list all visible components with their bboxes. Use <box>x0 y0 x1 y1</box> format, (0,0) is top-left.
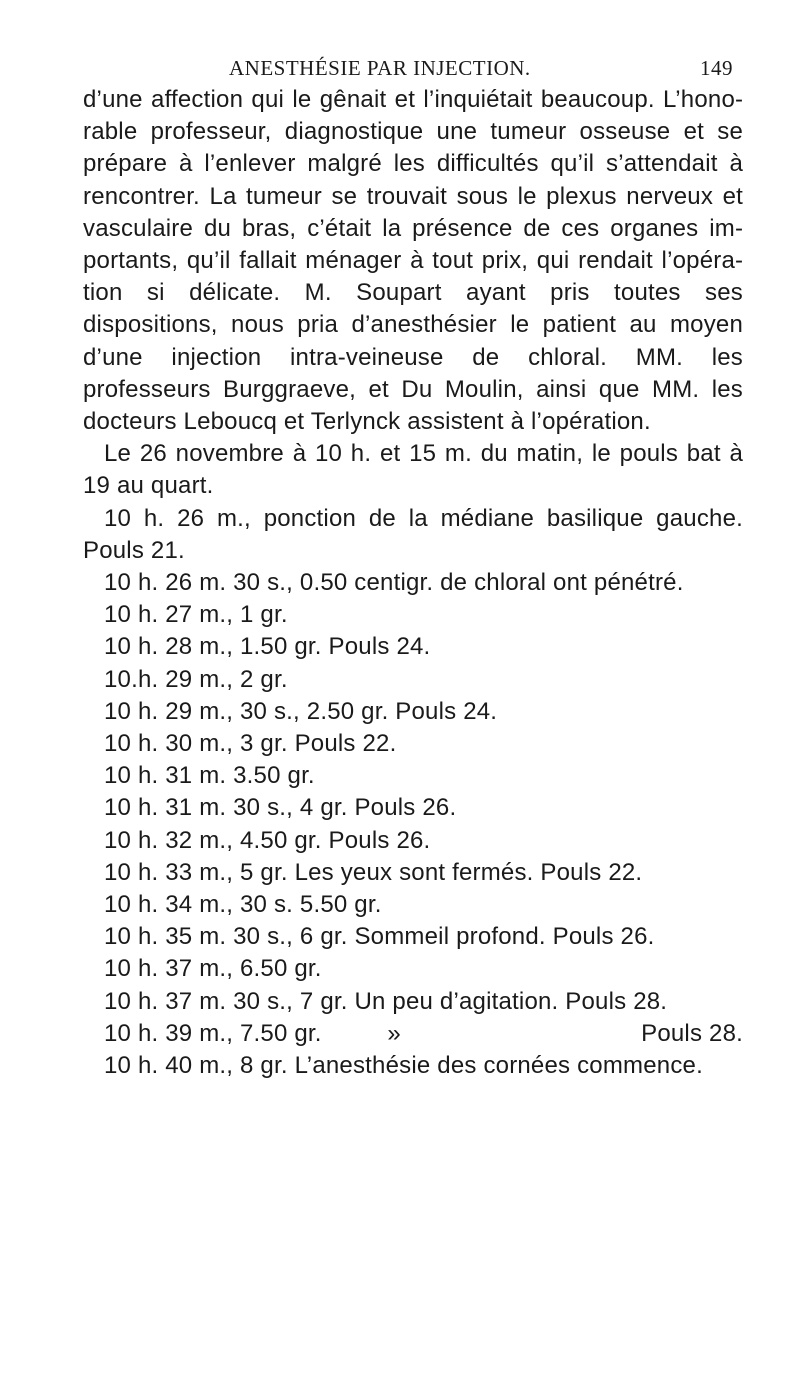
log-entry-split <box>104 1018 743 1050</box>
log-entry: 10 h. 37 m. 30 s., 7 gr. Un peu d’agitation. Pouls 28. <box>104 987 668 1015</box>
body-text <box>83 84 743 1082</box>
running-title: ANESTHÉSIE PAR INJECTION. <box>229 56 531 80</box>
log-entry-last: 10 h. 40 m., 8 gr. L’anesthésie des cornées commence. <box>104 1052 703 1080</box>
injection-log <box>83 567 743 1082</box>
log-entry: 10 h. 33 m., 5 gr. Les yeux sont fermés. Pouls 22. <box>104 858 643 886</box>
paragraph-case-intro: d’une affection qui le gênait et l’inquiétait beaucoup. L’honorable professeur, diagnostique une tumeur osseuse et se prépare à l’enlever malgré les difficultés qu’il s’attendait à rencontrer. La tumeur se trouvait sous le plexus nerveux et vasculaire du bras, c’était la présence de ces organes importants, qu’il fallait ménager à tout prix, qui rendait l’opération si délicate. M. Soupart ayant pris toutes ses dispositions, nous pria d’anesthésier le patient au moyen d’une injection intra-veineuse de chloral. MM. les professeurs Burggraeve, et Du Moulin, ainsi que MM. les docteurs Leboucq et Terlynck assistent à l’opération. <box>83 86 743 436</box>
log-entry: 10 h. 29 m., 30 s., 2.50 gr. Pouls 24. <box>104 697 498 725</box>
page-number: 149 <box>700 56 733 80</box>
log-entry: 10 h. 37 m., 6.50 gr. <box>104 955 322 983</box>
log-entry: 10 h. 31 m. 3.50 gr. <box>104 762 315 790</box>
paragraph-pulse-start: Le 26 novembre à 10 h. et 15 m. du matin, le pouls bat à 19 au quart. <box>83 440 743 500</box>
log-entry: 10 h. 34 m., 30 s. 5.50 gr. <box>104 891 382 919</box>
log-entry: 10 h. 31 m. 30 s., 4 gr. Pouls 26. <box>104 794 457 822</box>
ditto-mark: » <box>387 1019 401 1047</box>
log-entry: 10 h. 32 m., 4.50 gr. Pouls 26. <box>104 826 431 854</box>
log-entry: 10.h. 29 m., 2 gr. <box>104 665 288 693</box>
log-entry: 10 h. 35 m. 30 s., 6 gr. Sommeil profond. Pouls 26. <box>104 923 655 951</box>
paragraph-puncture: 10 h. 26 m., ponction de la médiane basilique gauche. Pouls 21. <box>83 504 743 564</box>
log-entry: 10 h. 28 m., 1.50 gr. Pouls 24. <box>104 633 431 661</box>
log-entry: 10 h. 26 m. 30 s., 0.50 centigr. de chloral ont pénétré. <box>104 569 684 597</box>
log-entry: 10 h. 27 m., 1 gr. <box>104 601 288 629</box>
log-entry-left: 10 h. 39 m., 7.50 gr. <box>104 1019 322 1047</box>
log-entry: 10 h. 30 m., 3 gr. Pouls 22. <box>104 730 397 758</box>
log-entry-right: Pouls 28. <box>641 1019 743 1047</box>
